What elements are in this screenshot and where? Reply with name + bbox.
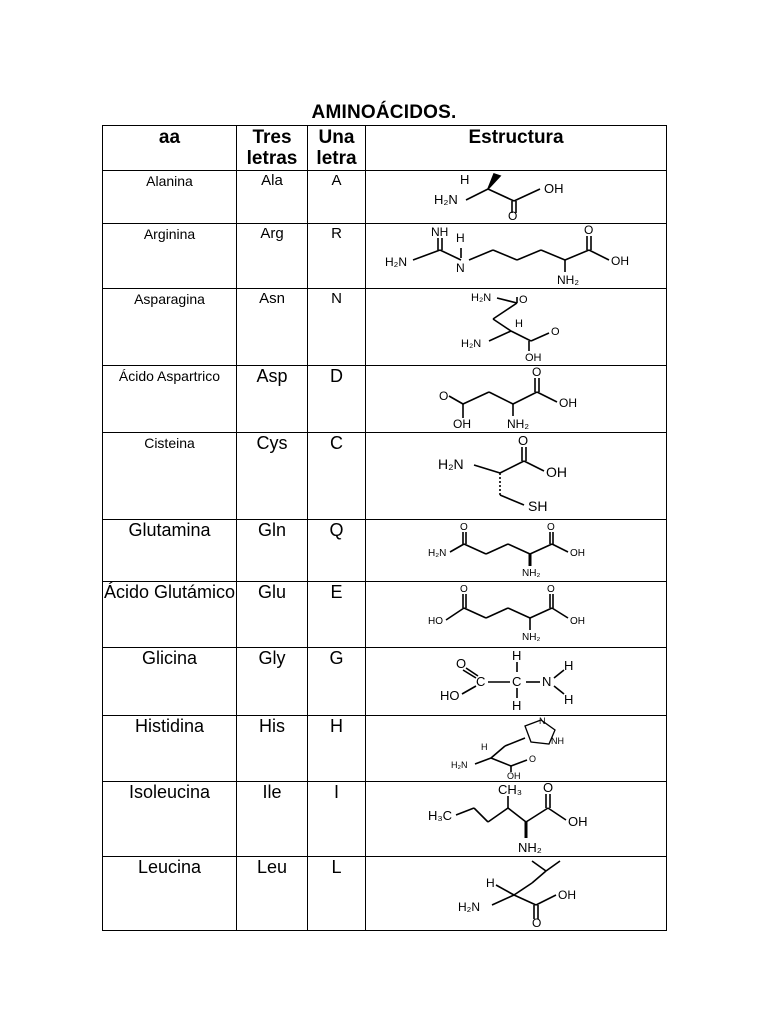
svg-text:O: O [532,916,542,928]
svg-text:H: H [512,648,522,664]
svg-text:H: H [460,172,470,188]
table-row [103,782,667,857]
header-estructura: Estructura [366,126,667,171]
structure-cell [366,715,667,781]
svg-text:NH: NH [551,735,564,746]
one-letter-code: A [308,171,366,223]
one-letter-code: R [308,223,366,288]
table-row [103,289,667,366]
svg-text:N: N [542,674,552,690]
svg-text:O: O [518,432,529,448]
table-row [103,432,667,520]
table-row [103,857,667,931]
svg-text:OH: OH [570,548,585,560]
svg-text:H₂N: H₂N [428,548,447,560]
three-letter-code: Cys [237,432,308,520]
svg-text:SH: SH [528,497,548,514]
svg-text:H: H [486,876,495,891]
one-letter-code: G [308,648,366,715]
svg-text:NH₂: NH₂ [507,417,529,431]
table-row [103,715,667,781]
svg-text:O: O [584,223,594,237]
structure-cell [366,648,667,715]
amino-acid-table [102,125,667,931]
svg-text:O: O [508,209,518,222]
three-letter-code: Glu [237,581,308,647]
svg-text:OH: OH [507,770,521,780]
structure-cell [366,432,667,520]
three-letter-code: Gly [237,648,308,715]
header-tres-letras: Tres letras [237,126,308,171]
one-letter-code: H [308,715,366,781]
svg-text:O: O [551,326,560,338]
svg-text:OH: OH [525,352,542,363]
svg-text:O: O [439,389,449,404]
table-row [103,648,667,715]
amino-name: Alanina [103,171,237,223]
one-letter-code: D [308,366,366,432]
svg-text:O: O [519,294,528,306]
svg-text:C: C [476,674,486,690]
svg-text:H₂N: H₂N [434,192,458,208]
structure-cell [366,366,667,432]
svg-text:HO: HO [428,615,443,627]
structure-cell [366,223,667,288]
svg-text:O: O [543,782,554,795]
aspartic-acid-structure [431,366,601,430]
svg-text:H: H [515,318,523,330]
table-row [103,366,667,432]
isoleucine-structure [426,782,606,856]
three-letter-code: Arg [237,223,308,288]
one-letter-code: C [308,432,366,520]
svg-text:OH: OH [570,615,585,627]
structure-cell [366,857,667,931]
svg-text:NH: NH [431,224,449,239]
structure-cell [366,782,667,857]
leucine-structure [436,857,596,927]
amino-name: Glutamina [103,520,237,581]
svg-text:O: O [547,522,555,534]
amino-name: Leucina [103,857,237,931]
svg-text:N: N [456,260,465,275]
three-letter-code: His [237,715,308,781]
svg-text:O: O [529,753,537,764]
table-row [103,520,667,581]
svg-text:CH₃: CH₃ [498,782,523,797]
three-letter-code: Leu [237,857,308,931]
one-letter-code: L [308,857,366,931]
amino-name: Arginina [103,223,237,288]
svg-text:H₃C: H₃C [428,808,453,823]
structure-cell [366,171,667,223]
glycine-structure [436,648,596,712]
svg-text:N: N [539,715,546,726]
svg-text:H₂N: H₂N [438,455,464,472]
svg-text:H: H [564,658,574,674]
svg-text:H₂N: H₂N [385,254,407,269]
histidine-structure [441,716,591,780]
amino-name: Asparagina [103,289,237,366]
svg-text:H₂N: H₂N [451,759,468,770]
amino-name: Isoleucina [103,782,237,857]
svg-text:H₂N: H₂N [458,900,480,915]
table-row [103,581,667,647]
svg-text:HO: HO [440,688,460,704]
svg-text:H₂N: H₂N [461,338,482,350]
svg-text:OH: OH [559,396,577,411]
header-una-letra: Una letra [308,126,366,171]
svg-text:H₂N: H₂N [471,292,492,304]
svg-text:NH₂: NH₂ [557,272,579,286]
svg-text:NH₂: NH₂ [522,568,541,579]
svg-text:H: H [456,230,465,245]
asparagine-structure [441,289,591,363]
table-row [103,171,667,223]
amino-name: Glicina [103,648,237,715]
svg-text:OH: OH [558,888,576,903]
cysteine-structure [436,433,596,515]
one-letter-code: I [308,782,366,857]
svg-text:H: H [564,692,574,708]
svg-text:O: O [460,522,468,534]
amino-name: Ácido Glutámico [103,581,237,647]
table-row [103,223,667,288]
page-title: AMINOÁCIDOS. [311,102,457,123]
svg-text:O: O [460,583,468,595]
svg-text:O: O [532,366,542,380]
amino-name: Histidina [103,715,237,781]
svg-text:H: H [512,698,522,713]
structure-cell [366,581,667,647]
glutamic-acid-structure [426,582,606,644]
svg-text:C: C [512,674,522,690]
svg-text:OH: OH [453,417,471,431]
structure-cell [366,520,667,581]
svg-text:OH: OH [544,181,564,197]
three-letter-code: Gln [237,520,308,581]
one-letter-code: N [308,289,366,366]
svg-text:NH₂: NH₂ [522,631,541,643]
amino-name: Ácido Aspartrico [103,366,237,432]
glutamine-structure [426,520,606,578]
svg-text:O: O [456,656,467,672]
header-row [103,126,667,171]
three-letter-code: Asp [237,366,308,432]
svg-text:OH: OH [568,814,588,829]
svg-text:H: H [481,741,488,752]
one-letter-code: Q [308,520,366,581]
header-aa: aa [103,126,237,171]
svg-text:OH: OH [546,463,567,480]
svg-text:O: O [547,583,555,595]
one-letter-code: E [308,581,366,647]
three-letter-code: Asn [237,289,308,366]
three-letter-code: Ile [237,782,308,857]
structure-cell [366,289,667,366]
three-letter-code: Ala [237,171,308,223]
svg-text:NH₂: NH₂ [518,840,542,855]
arginine-structure [381,224,651,286]
alanine-structure [416,171,616,221]
svg-text:OH: OH [611,253,629,268]
amino-name: Cisteina [103,432,237,520]
